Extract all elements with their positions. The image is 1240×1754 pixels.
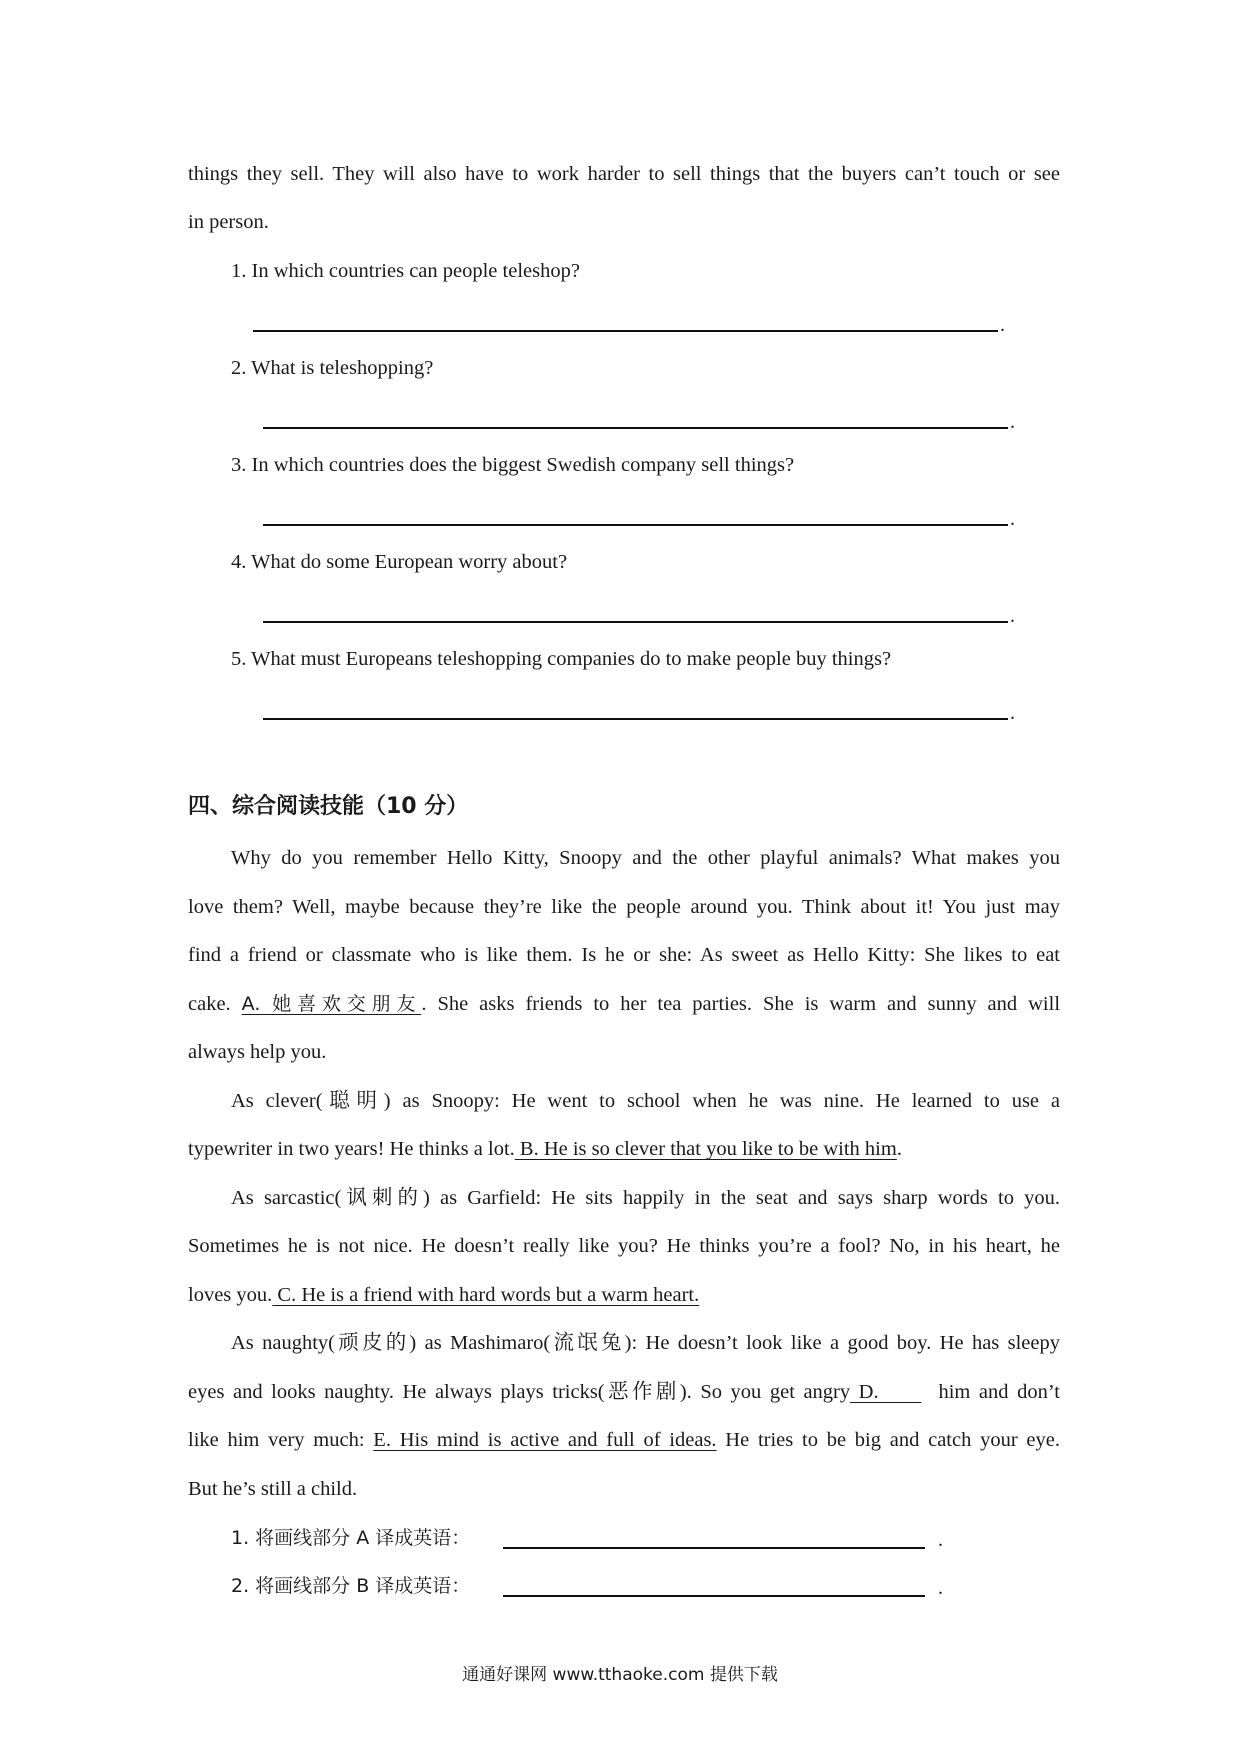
question-3: 3. In which countries does the biggest Swedish company sell things?: [231, 454, 795, 476]
intro-line-1: things they sell. They will also have to work harder to sell things that the buyers can’t touch or see: [188, 163, 1060, 185]
passage-p1-line-1: Why do you remember Hello Kitty, Snoopy and the other playful animals? What makes you: [231, 847, 1060, 869]
passage-p4-line-2: eyes and looks naughty. He always plays tricks(恶作剧). So you get angry D. him and don’t: [188, 1381, 1060, 1403]
passage-p3-line-2: Sometimes he is not nice. He doesn’t really like you? He thinks you’re a fool? No, in his heart, he: [188, 1235, 1060, 1257]
answer-period-3: .: [1010, 508, 1015, 530]
underlined-part-a: A. 她喜欢交朋友: [241, 993, 422, 1015]
passage-p1-line-3: find a friend or classmate who is like them. Is he or she: As sweet as Hello Kitty: She likes to eat: [188, 944, 1060, 966]
passage-p2-line-1: As clever(聪明) as Snoopy: He went to school when he was nine. He learned to use a: [231, 1090, 1060, 1112]
passage-p3-line-1: As sarcastic(讽刺的) as Garfield: He sits happily in the seat and says sharp words to you.: [231, 1187, 1060, 1209]
passage-p1-line-2: love them? Well, maybe because they’re like the people around you. Think about it! You just may: [188, 896, 1060, 918]
underlined-part-e: E. His mind is active and full of ideas.: [373, 1429, 717, 1451]
answer-line-4[interactable]: [263, 621, 1008, 623]
passage-p1-line-4: cake. A. 她喜欢交朋友. She asks friends to her tea parties. She is warm and sunny and will: [188, 993, 1061, 1015]
task-2-period: .: [938, 1577, 943, 1599]
answer-line-5[interactable]: [263, 718, 1008, 720]
underlined-part-c: C. He is a friend with hard words but a warm heart.: [272, 1284, 700, 1306]
underlined-part-b: B. He is so clever that you like to be with him: [514, 1138, 897, 1160]
passage-p4-line-3: like him very much: E. His mind is active and full of ideas. He tries to be big and catch your eye.: [188, 1429, 1060, 1451]
passage-p1-line-5: always help you.: [188, 1041, 327, 1063]
intro-line-2: in person.: [188, 211, 269, 233]
question-5: 5. What must Europeans teleshopping companies do to make people buy things?: [231, 648, 892, 670]
task-1-answer-line[interactable]: [503, 1547, 925, 1549]
answer-line-2[interactable]: [263, 427, 1008, 429]
answer-period-1: .: [1000, 314, 1005, 336]
question-1: 1. In which countries can people teleshop?: [231, 260, 580, 282]
answer-period-2: .: [1010, 411, 1015, 433]
section-heading: 四、综合阅读技能（10 分）: [188, 794, 469, 819]
question-2: 2. What is teleshopping?: [231, 357, 434, 379]
answer-line-3[interactable]: [263, 524, 1008, 526]
task-1: 1. 将画线部分 A 译成英语：: [231, 1527, 471, 1549]
task-1-period: .: [938, 1529, 943, 1551]
passage-p3-line-3: loves you. C. He is a friend with hard words but a warm heart.: [188, 1284, 700, 1306]
question-4: 4. What do some European worry about?: [231, 551, 568, 573]
task-2: 2. 将画线部分 B 译成英语：: [231, 1575, 471, 1597]
underlined-part-d: D.: [850, 1381, 922, 1403]
task-2-answer-line[interactable]: [503, 1595, 925, 1597]
page-footer: 通通好课网 www.tthaoke.com 提供下载: [462, 1665, 778, 1685]
answer-period-5: .: [1010, 702, 1015, 724]
answer-period-4: .: [1010, 605, 1015, 627]
passage-p2-line-2: typewriter in two years! He thinks a lot. B. He is so clever that you like to be with him.: [188, 1138, 902, 1160]
answer-line-1[interactable]: [253, 330, 998, 332]
passage-p4-line-1: As naughty(顽皮的) as Mashimaro(流氓兔): He doesn’t look like a good boy. He has sleepy: [231, 1332, 1060, 1354]
passage-p4-line-4: But he’s still a child.: [188, 1478, 358, 1500]
